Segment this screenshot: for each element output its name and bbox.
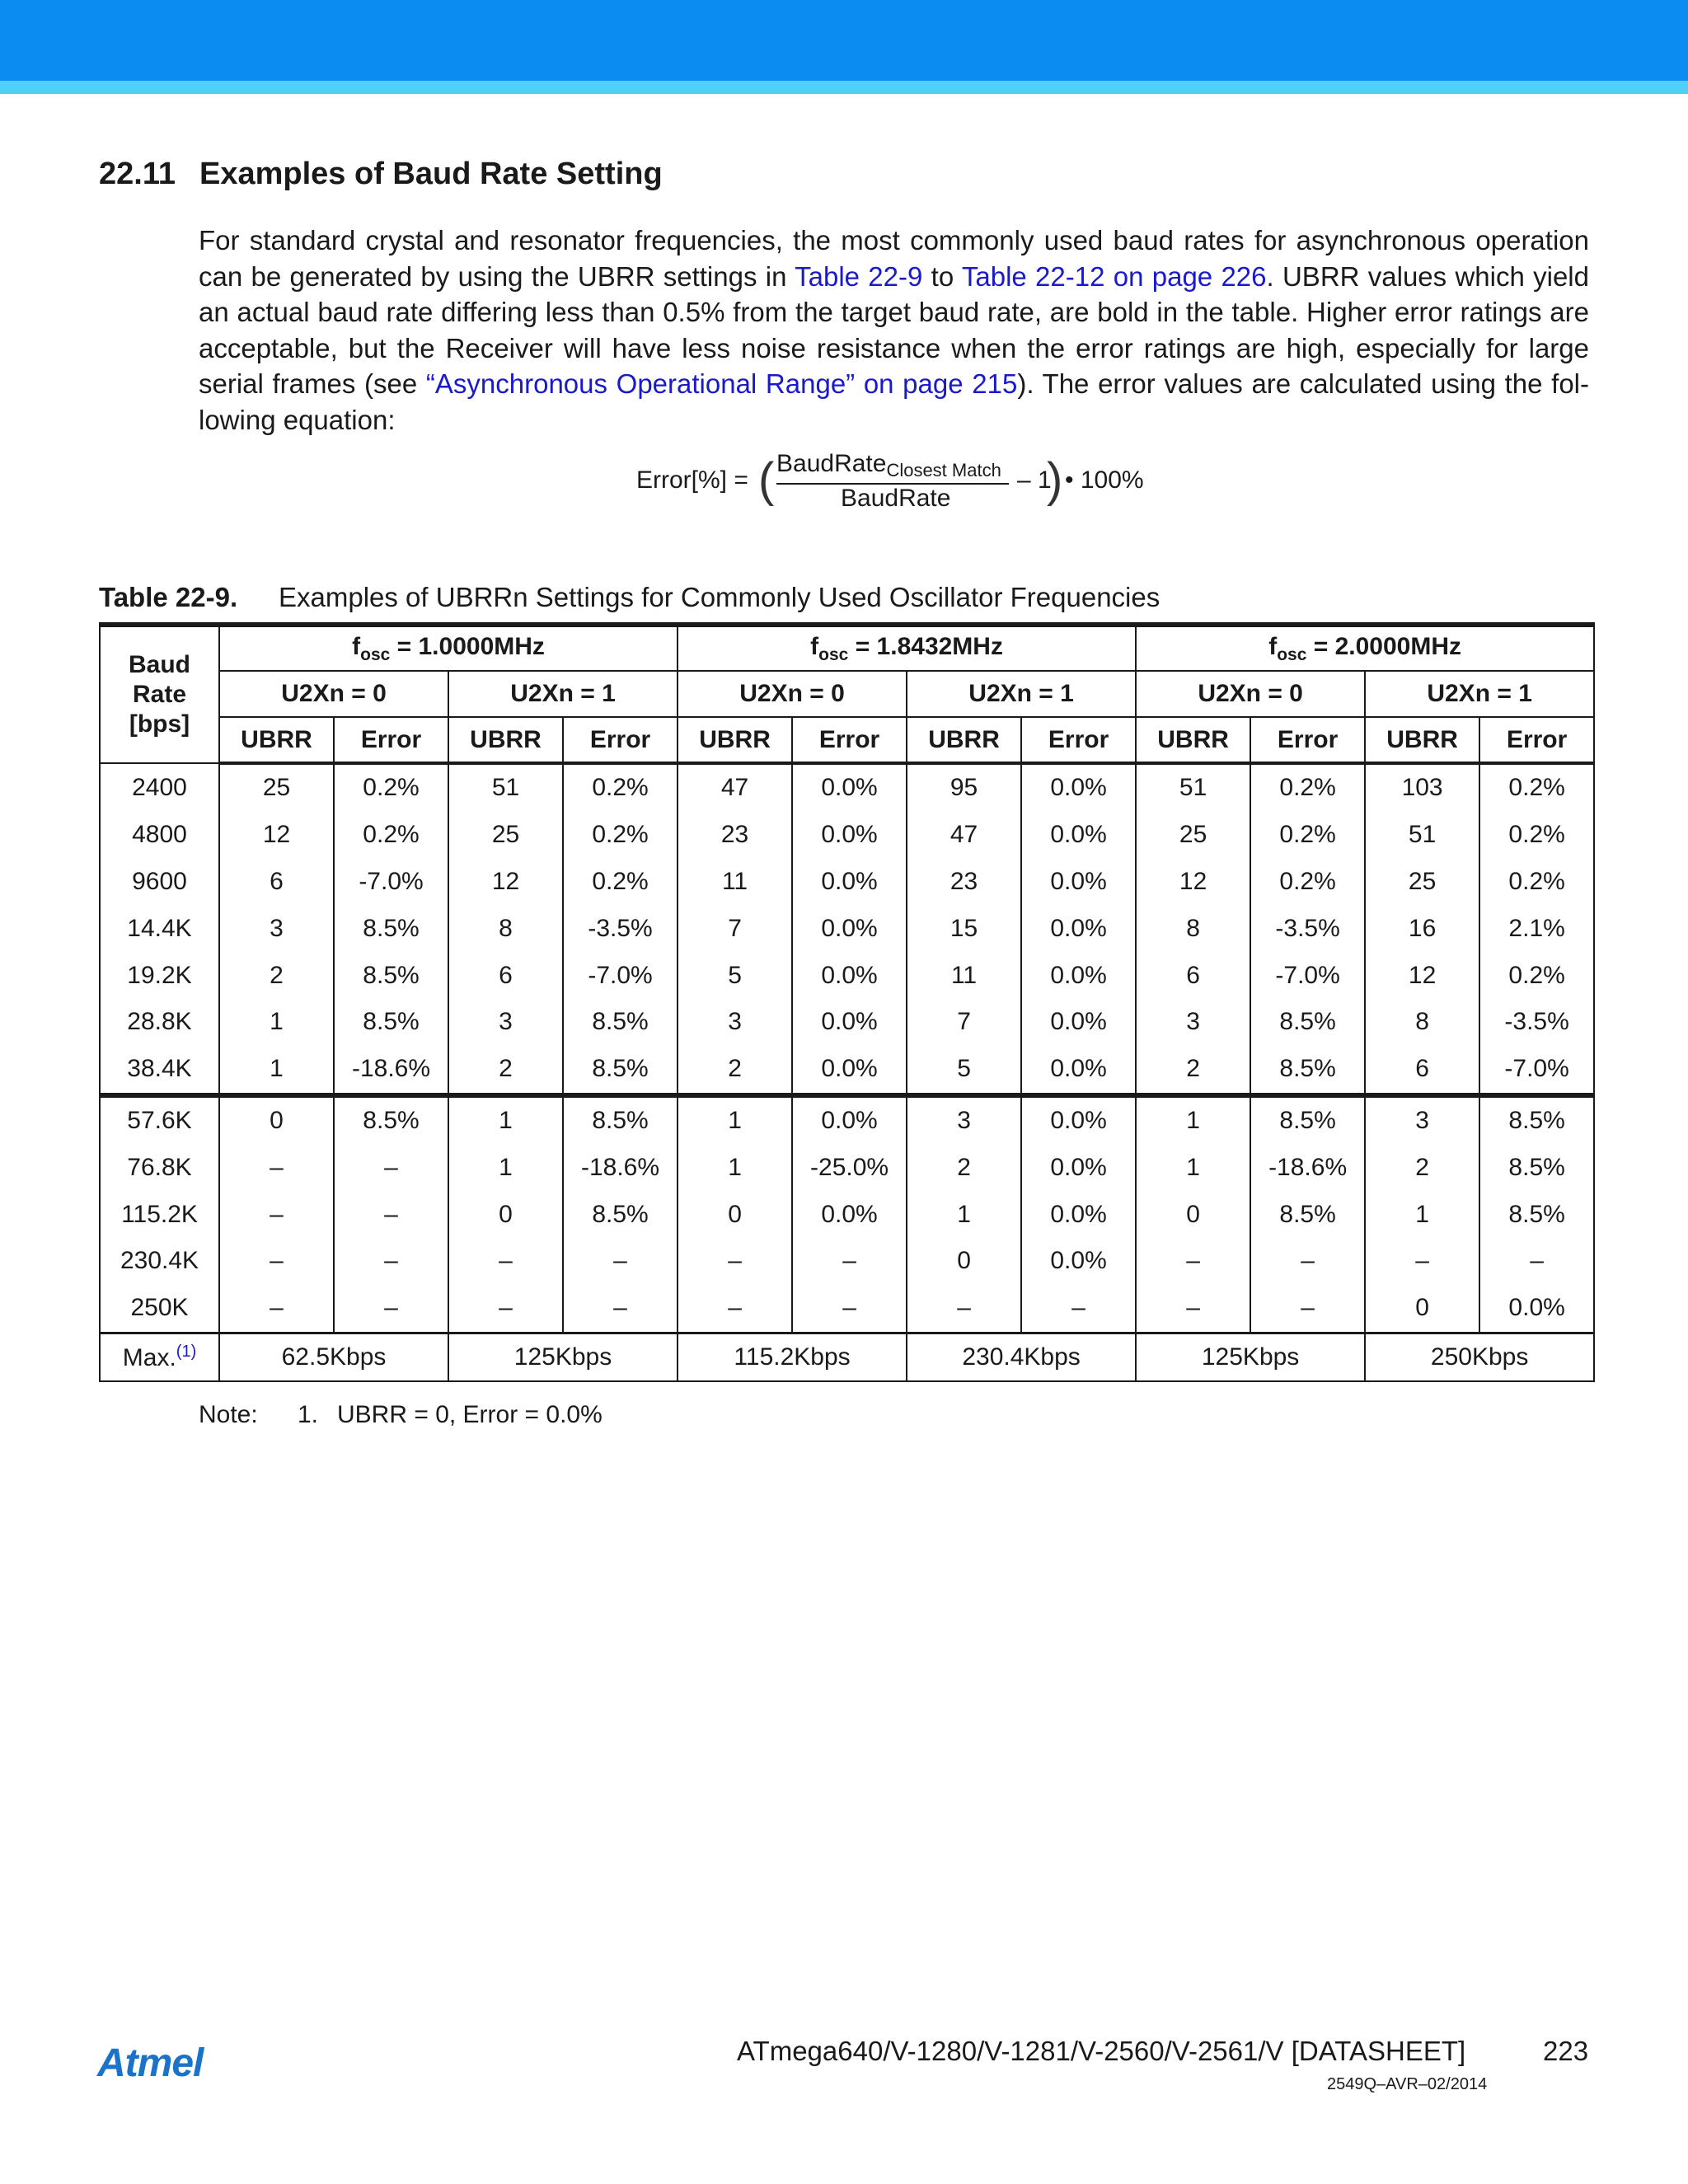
footer-doc-code: 2549Q–AVR–02/2014	[1327, 2075, 1488, 2093]
baud-rate-cell: 9600	[100, 859, 219, 906]
ubrr-cell: –	[678, 1238, 792, 1285]
ubrr-cell: 2	[219, 952, 334, 999]
table-row	[100, 1191, 1594, 1238]
table-row	[100, 1095, 1594, 1145]
baud-rate-cell: 2400	[100, 763, 219, 812]
error-cell: 8.5%	[334, 905, 448, 952]
column-label: Error	[1250, 717, 1365, 763]
max-label-cell: Max.$^{(1)}$	[100, 1333, 219, 1381]
ubrr-cell: 11	[907, 952, 1021, 999]
table-caption-text: Examples of UBRRn Settings for Commonly Used Oscillator Frequencies	[279, 582, 1160, 612]
ubrr-cell: 12	[1365, 952, 1479, 999]
error-cell: -3.5%	[1250, 905, 1365, 952]
error-cell: 0.2%	[1250, 763, 1365, 812]
ubrr-cell: –	[678, 1285, 792, 1333]
ubrr-cell: 0	[448, 1191, 563, 1238]
error-cell: 8.5%	[334, 952, 448, 999]
column-label: Error	[792, 717, 907, 763]
ubrr-cell: 3	[678, 999, 792, 1046]
error-cell: 0.2%	[563, 763, 678, 812]
ubrr-cell: 103	[1365, 763, 1479, 812]
max-value-cell: 115.2Kbps	[678, 1333, 907, 1381]
error-cell: –	[792, 1285, 907, 1333]
ubrr-cell: 47	[907, 812, 1021, 859]
column-label: Error	[1479, 717, 1594, 763]
osc-header-3: $f_{osc} = 2.0000MHz$	[1136, 625, 1594, 671]
ubrr-cell: 51	[1365, 812, 1479, 859]
error-cell: 0.2%	[1250, 812, 1365, 859]
ubrr-cell: 5	[678, 952, 792, 999]
ubrr-cell: 1	[219, 999, 334, 1046]
link-async-operational-range[interactable]: “Asynchronous Operational Range” on page 215	[425, 368, 1018, 399]
baud-rate-cell: 230.4K	[100, 1238, 219, 1285]
error-cell: -7.0%	[563, 952, 678, 999]
error-cell: 0.0%	[1021, 1238, 1136, 1285]
error-cell: 0.0%	[1021, 859, 1136, 906]
baud-rate-cell: 250K	[100, 1285, 219, 1333]
ubrr-cell: 1	[448, 1144, 563, 1191]
error-cell: 0.2%	[1479, 763, 1594, 812]
max-value-cell: 62.5Kbps	[219, 1333, 448, 1381]
error-cell: -18.6%	[1250, 1144, 1365, 1191]
left-paren: (	[758, 453, 775, 507]
baud-rate-cell: 19.2K	[100, 952, 219, 999]
error-cell: -7.0%	[1479, 1046, 1594, 1095]
error-cell: 0.2%	[334, 812, 448, 859]
baud-rate-cell: 115.2K	[100, 1191, 219, 1238]
ubrr-cell: 2	[678, 1046, 792, 1095]
column-label: UBRR	[1365, 717, 1479, 763]
equation-times-100: • 100%	[1065, 466, 1144, 494]
ubrr-cell: 23	[678, 812, 792, 859]
ubrr-cell: –	[219, 1144, 334, 1191]
error-cell: -3.5%	[1479, 999, 1594, 1046]
ubrr-cell: 47	[678, 763, 792, 812]
ubrr-cell: 51	[1136, 763, 1250, 812]
ubrr-cell: 8	[448, 905, 563, 952]
ubrr-cell: 12	[448, 859, 563, 906]
ubrr-cell: 16	[1365, 905, 1479, 952]
osc-header-2: $f_{osc} = 1.8432MHz$	[678, 625, 1136, 671]
ubrr-cell: –	[448, 1285, 563, 1333]
link-table-22-9[interactable]: Table 22-9	[795, 260, 923, 292]
error-cell: -7.0%	[334, 859, 448, 906]
table-row	[100, 952, 1594, 999]
error-cell: 8.5%	[1250, 999, 1365, 1046]
table-row	[100, 1238, 1594, 1285]
page-number: 223	[1543, 2036, 1589, 2066]
ubrr-cell: 1	[907, 1191, 1021, 1238]
error-cell: 0.0%	[792, 1046, 907, 1095]
ubrr-cell: –	[219, 1238, 334, 1285]
error-cell: –	[334, 1285, 448, 1333]
error-cell: 0.2%	[1479, 812, 1594, 859]
baud-rate-cell: 38.4K	[100, 1046, 219, 1095]
ubrr-cell: 0	[678, 1191, 792, 1238]
ubrr-cell: 5	[907, 1046, 1021, 1095]
ubrr-cell: 1	[1136, 1144, 1250, 1191]
baud-rate-cell: 28.8K	[100, 999, 219, 1046]
column-label: UBRR	[1136, 717, 1250, 763]
ubrr-cell: 6	[448, 952, 563, 999]
ubrr-cell: 0	[907, 1238, 1021, 1285]
error-cell: 0.0%	[1021, 999, 1136, 1046]
ubrr-cell: 25	[219, 763, 334, 812]
ubrr-cell: 3	[907, 1095, 1021, 1145]
u2x-header: U2Xn = 1	[907, 671, 1136, 717]
ubrr-cell: 2	[907, 1144, 1021, 1191]
ubrr-cell: 8	[1136, 905, 1250, 952]
error-cell: 8.5%	[334, 999, 448, 1046]
error-cell: 8.5%	[563, 999, 678, 1046]
ubrr-cell: 3	[1136, 999, 1250, 1046]
ubrr-cell: –	[1365, 1238, 1479, 1285]
table-row	[100, 1144, 1594, 1191]
max-row	[100, 1333, 1594, 1381]
ubrr-cell: 12	[1136, 859, 1250, 906]
note-number: 1.	[298, 1401, 319, 1428]
osc-header-1: $f_{osc} = 1.0000MHz$	[219, 625, 678, 671]
error-cell: –	[334, 1238, 448, 1285]
table-row	[100, 1046, 1594, 1095]
error-cell: -18.6%	[563, 1144, 678, 1191]
error-cell: -3.5%	[563, 905, 678, 952]
error-cell: 0.0%	[1021, 1191, 1136, 1238]
u2x-header: U2Xn = 0	[1136, 671, 1365, 717]
u2x-header: U2Xn = 1	[1365, 671, 1594, 717]
ubrr-cell: –	[219, 1191, 334, 1238]
error-cell: –	[792, 1238, 907, 1285]
ubrr-cell: –	[448, 1238, 563, 1285]
header-bar	[0, 0, 1688, 81]
ubrr-cell: 6	[1365, 1046, 1479, 1095]
section-number: 22.11	[99, 157, 176, 191]
ubrr-cell: 0	[1136, 1191, 1250, 1238]
table-caption-label: Table 22-9.	[99, 582, 238, 612]
column-label: UBRR	[448, 717, 563, 763]
u2x-header: U2Xn = 0	[219, 671, 448, 717]
ubrr-cell: –	[1136, 1238, 1250, 1285]
baud-rate-table	[99, 622, 1595, 1382]
table-caption	[99, 582, 1160, 613]
error-cell: 0.0%	[792, 1095, 907, 1145]
error-cell: 0.0%	[1021, 1095, 1136, 1145]
ubrr-cell: 8	[1365, 999, 1479, 1046]
ubrr-cell: 3	[1365, 1095, 1479, 1145]
ubrr-cell: 1	[678, 1095, 792, 1145]
ubrr-cell: 15	[907, 905, 1021, 952]
baud-rate-cell: 4800	[100, 812, 219, 859]
baud-rate-cell: 14.4K	[100, 905, 219, 952]
max-value-cell: 125Kbps	[448, 1333, 678, 1381]
error-cell: 8.5%	[563, 1191, 678, 1238]
ubrr-cell: 3	[448, 999, 563, 1046]
equation-denominator: BaudRate	[841, 485, 951, 512]
table-row	[100, 763, 1594, 812]
table-note	[199, 1401, 603, 1429]
error-cell: 0.2%	[334, 763, 448, 812]
footer-document-title: ATmega640/V-1280/V-1281/V-2560/V-2561/V [DATASHEET]	[737, 2036, 1466, 2066]
table-row	[100, 905, 1594, 952]
footnote-ref-link[interactable]: (1)	[176, 1342, 197, 1361]
ubrr-cell: 1	[448, 1095, 563, 1145]
error-cell: 0.2%	[1479, 859, 1594, 906]
note-label: Note:	[199, 1401, 258, 1428]
ubrr-cell: –	[907, 1285, 1021, 1333]
ubrr-cell: 95	[907, 763, 1021, 812]
ubrr-cell: 25	[1136, 812, 1250, 859]
error-cell: –	[334, 1144, 448, 1191]
ubrr-cell: 1	[678, 1144, 792, 1191]
intro-paragraph: For standard crystal and resonator frequencies, the most commonly used baud rates for asynchronous operation can be generated by using the UBRR settings in Table 22-9 to Table 22-12 on page 226. UBRR values which yield an actual baud rate differing less than 0.5% from the target baud rate, are bold in the table. Higher error ratings are acceptable, but the Receiver will have less noise resistance when the error ratings are high, especially for large serial frames (see “Asynchronous Operational Range” on page 215). The error values are calculated using the fol-lowing equation:	[199, 225, 1589, 435]
ubrr-cell: 12	[219, 812, 334, 859]
ubrr-cell: 7	[907, 999, 1021, 1046]
error-cell: -18.6%	[334, 1046, 448, 1095]
ubrr-cell: 0	[1365, 1285, 1479, 1333]
column-label: Error	[1021, 717, 1136, 763]
error-cell: 8.5%	[1250, 1095, 1365, 1145]
ubrr-cell: 2	[448, 1046, 563, 1095]
error-cell: 0.0%	[1021, 905, 1136, 952]
error-cell: 0.2%	[1250, 859, 1365, 906]
ubrr-cell: –	[1136, 1285, 1250, 1333]
error-equation: Error[%] = ( BaudRate$_{Closest Match}$ BaudRate – 1 ) • 100%	[636, 450, 1144, 512]
baud-rate-cell: 57.6K	[100, 1095, 219, 1145]
error-cell: –	[563, 1285, 678, 1333]
error-cell: 8.5%	[1479, 1144, 1594, 1191]
table-row	[100, 1285, 1594, 1333]
error-cell: 0.0%	[792, 999, 907, 1046]
error-cell: 0.0%	[1021, 952, 1136, 999]
equation-minus-one: – 1	[1017, 466, 1052, 494]
error-cell: 0.2%	[1479, 952, 1594, 999]
baud-rate-cell: 76.8K	[100, 1144, 219, 1191]
error-cell: 8.5%	[1250, 1046, 1365, 1095]
ubrr-cell: 3	[219, 905, 334, 952]
table-row	[100, 999, 1594, 1046]
ubrr-cell: 25	[1365, 859, 1479, 906]
section-title: Examples of Baud Rate Setting	[199, 157, 663, 191]
error-cell: 0.0%	[1021, 1144, 1136, 1191]
right-paren: )	[1047, 453, 1063, 507]
equation-numerator: BaudRate$_{Closest Match}$	[776, 450, 1001, 480]
max-value-cell: 250Kbps	[1365, 1333, 1594, 1381]
error-cell: 0.0%	[792, 763, 907, 812]
error-cell: 8.5%	[563, 1095, 678, 1145]
error-cell: 0.0%	[792, 859, 907, 906]
error-cell: -7.0%	[1250, 952, 1365, 999]
note-text: UBRR = 0, Error = 0.0%	[337, 1401, 603, 1428]
error-cell: 0.0%	[792, 905, 907, 952]
error-cell: 0.0%	[1479, 1285, 1594, 1333]
error-cell: 8.5%	[563, 1046, 678, 1095]
error-cell: 0.0%	[1021, 812, 1136, 859]
ubrr-cell: 1	[1136, 1095, 1250, 1145]
error-cell: 0.0%	[1021, 763, 1136, 812]
max-value-cell: 230.4Kbps	[907, 1333, 1136, 1381]
error-cell: 8.5%	[1479, 1095, 1594, 1145]
column-label: UBRR	[678, 717, 792, 763]
ubrr-cell: 2	[1136, 1046, 1250, 1095]
ubrr-cell: 25	[448, 812, 563, 859]
error-cell: 8.5%	[1479, 1191, 1594, 1238]
error-cell: –	[334, 1191, 448, 1238]
link-table-22-12[interactable]: Table 22-12 on page 226	[961, 260, 1267, 292]
baud-rate-header: Baud Rate [bps]	[100, 625, 219, 763]
table-row	[100, 859, 1594, 906]
error-cell: 0.2%	[563, 859, 678, 906]
max-value-cell: 125Kbps	[1136, 1333, 1365, 1381]
error-cell: 8.5%	[1250, 1191, 1365, 1238]
column-label: Error	[563, 717, 678, 763]
ubrr-cell: 7	[678, 905, 792, 952]
ubrr-cell: 11	[678, 859, 792, 906]
ubrr-cell: –	[219, 1285, 334, 1333]
error-cell: –	[1250, 1285, 1365, 1333]
ubrr-cell: 51	[448, 763, 563, 812]
u2x-header: U2Xn = 1	[448, 671, 678, 717]
error-cell: –	[1250, 1238, 1365, 1285]
column-label: Error	[334, 717, 448, 763]
u2x-header: U2Xn = 0	[678, 671, 907, 717]
error-cell: -25.0%	[792, 1144, 907, 1191]
column-label: UBRR	[907, 717, 1021, 763]
column-label: UBRR	[219, 717, 334, 763]
error-cell: 2.1%	[1479, 905, 1594, 952]
ubrr-cell: 1	[219, 1046, 334, 1095]
table-row	[100, 812, 1594, 859]
equation-lhs: Error[%]	[636, 466, 728, 494]
ubrr-cell: 1	[1365, 1191, 1479, 1238]
error-cell: –	[563, 1238, 678, 1285]
ubrr-cell: 2	[1365, 1144, 1479, 1191]
section-heading	[99, 157, 663, 192]
ubrr-cell: 6	[1136, 952, 1250, 999]
ubrr-cell: 6	[219, 859, 334, 906]
ubrr-cell: 0	[219, 1095, 334, 1145]
error-cell: 8.5%	[334, 1095, 448, 1145]
error-cell: 0.0%	[792, 1191, 907, 1238]
error-cell: 0.0%	[792, 812, 907, 859]
error-cell: –	[1479, 1238, 1594, 1285]
header-accent-bar	[0, 81, 1688, 94]
error-cell: 0.0%	[1021, 1046, 1136, 1095]
atmel-logo: Atmel	[97, 2041, 204, 2085]
ubrr-cell: 23	[907, 859, 1021, 906]
error-cell: 0.0%	[792, 952, 907, 999]
error-cell: 0.2%	[563, 812, 678, 859]
error-cell: –	[1021, 1285, 1136, 1333]
